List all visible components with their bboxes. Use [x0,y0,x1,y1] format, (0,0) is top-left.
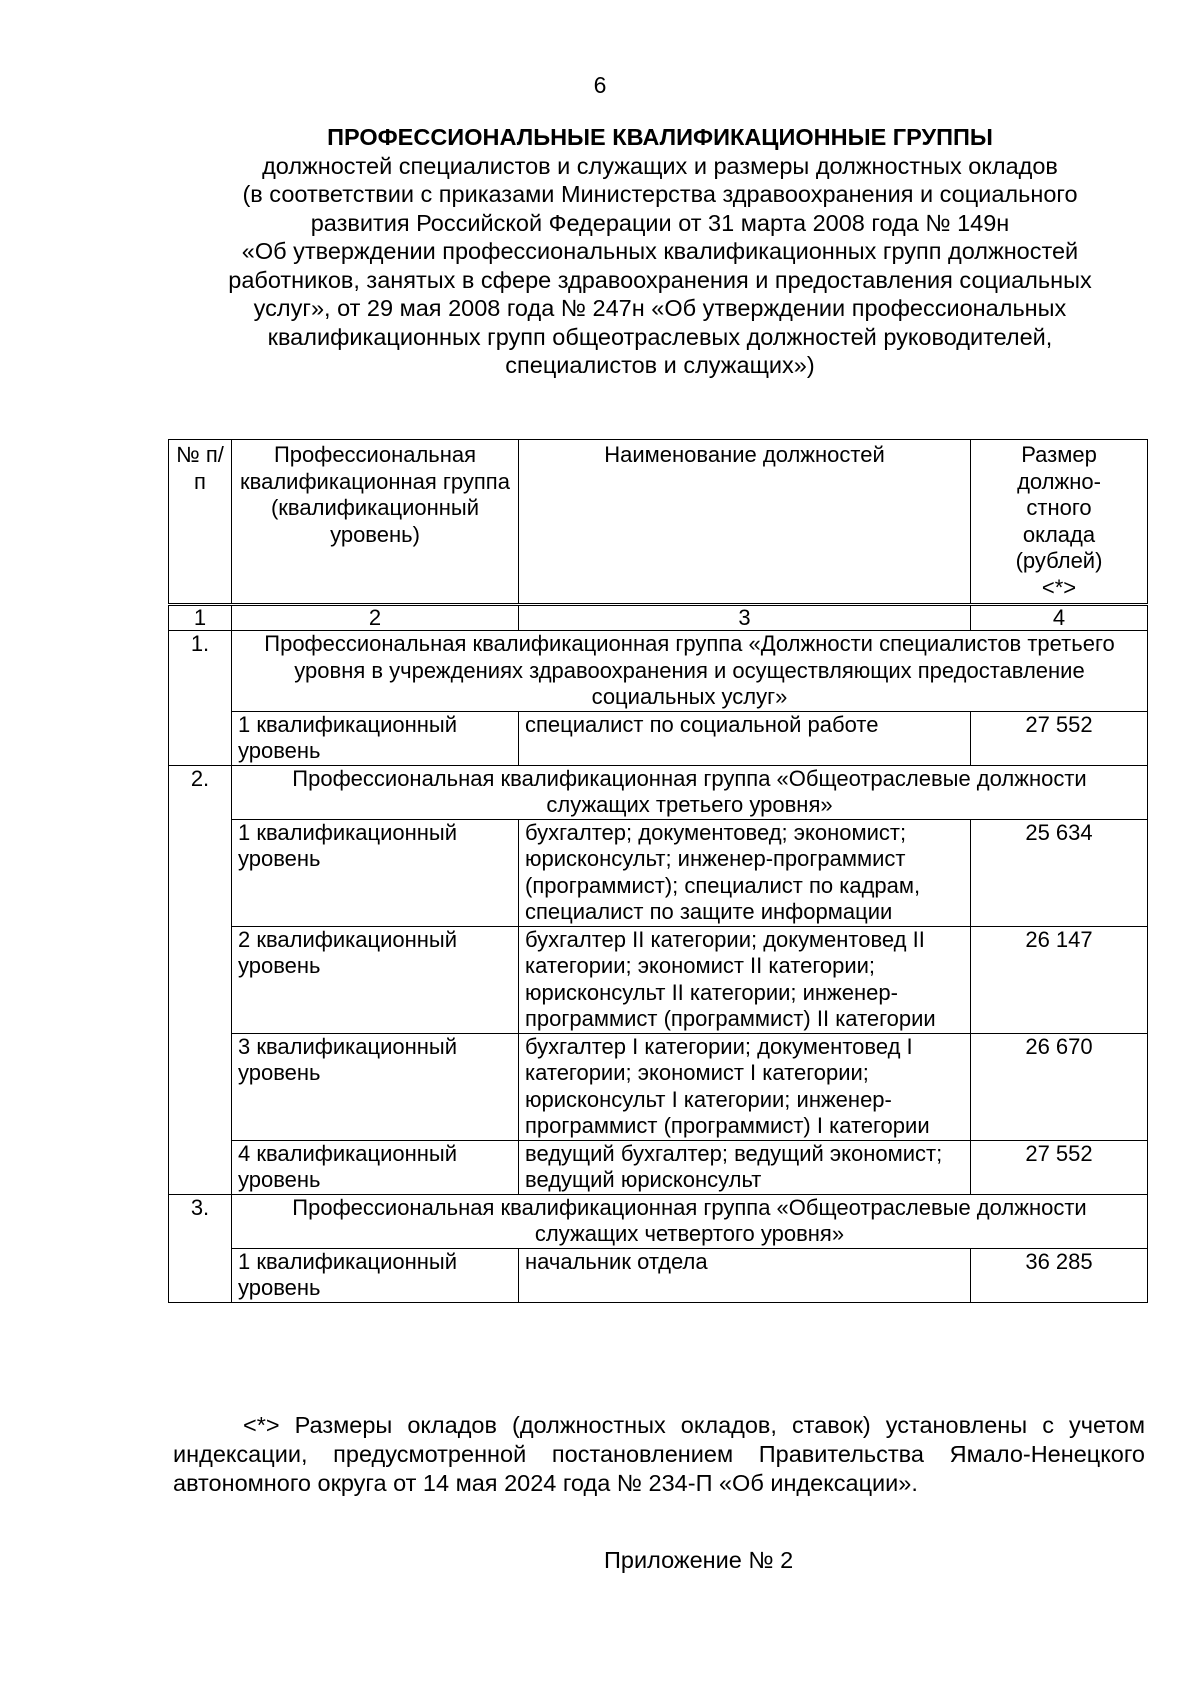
heading-line: (в соответствии с приказами Министерства здравоохранения и социального [242,181,1078,207]
header-positions: Наименование должностей [519,440,971,605]
appendix-label: Приложение № 2 [604,1547,794,1573]
heading-line: развития Российской Федерации от 31 марта 2008 года № 149н [310,209,1010,236]
table-row [169,1033,1148,1140]
qualification-level: 1 квалификационный уровень [232,1248,519,1302]
salary-value: 26 670 [971,1033,1148,1140]
heading-line: «Об утверждении профессиональных квалификационных групп должностей [241,238,1079,264]
qualification-level: 3 квалификационный уровень [232,1033,519,1140]
group-title-row [169,1194,1148,1248]
salary-value: 26 147 [971,926,1148,1033]
group-title-row [169,765,1148,819]
column-number-row [169,605,1148,631]
heading-line: специалистов и служащих») [505,352,815,378]
qualification-level: 2 квалификационный уровень [232,926,519,1033]
table-row [169,1140,1148,1194]
position-names: бухгалтер I категории; документовед I категории; экономист I категории; юрисконсульт I категории; инженер-программист (программист) I категории [519,1033,971,1140]
table-row [169,711,1148,765]
document-heading [160,123,1160,380]
header-num: № п/п [169,440,232,605]
qualification-level: 4 квалификационный уровень [232,1140,519,1194]
table-header-row [169,440,1148,605]
group-index: 2. [169,765,232,1194]
position-names: начальник отдела [519,1248,971,1302]
position-names: бухгалтер; документовед; экономист; юрисконсульт; инженер-программист (программист); специалист по кадрам, специалист по защите информации [519,819,971,926]
position-names: ведущий бухгалтер; ведущий экономист; ведущий юрисконсульт [519,1140,971,1194]
heading-line: квалификационных групп общеотраслевых должностей руководителей, [267,323,1053,350]
header-group: Профессиональная квалификационная группа (квалификационный уровень) [232,440,519,605]
group-index: 3. [169,1194,232,1302]
table-row [169,926,1148,1033]
position-names: специалист по социальной работе [519,711,971,765]
salary-value: 25 634 [971,819,1148,926]
footnote: <*> Размеры окладов (должностных окладов, ставок) установлены с учетом индексации, предусмотренной постановлением Правительства Ямало-Ненецкого автономного округа от 14 мая 2024 года № 234-П «Об индексации». [173,1412,1145,1496]
heading-line: услуг», от 29 мая 2008 года № 247н «Об утверждении профессиональных [253,295,1067,321]
column-number: 1 [169,605,232,631]
qualification-level: 1 квалификационный уровень [232,819,519,926]
table-row [169,1248,1148,1302]
group-title-row [169,631,1148,712]
header-salary: Размер должно-стного оклада (рублей) <*> [971,440,1148,605]
group-title: Профессиональная квалификационная группа «Должности специалистов третьего уровня в учреждениях здравоохранения и осуществляющих предоставление социальных услуг» [232,631,1148,712]
column-number: 3 [519,605,971,631]
page-number: 6 [593,72,607,98]
column-number: 4 [971,605,1148,631]
salary-value: 36 285 [971,1248,1148,1302]
position-names: бухгалтер II категории; документовед II категории; экономист II категории; юрисконсульт II категории; инженер-программист (программист) II категории [519,926,971,1033]
group-title: Профессиональная квалификационная группа «Общеотраслевые должности служащих четвертого уровня» [232,1194,1148,1248]
heading-line: должностей специалистов и служащих и размеры должностных окладов [262,152,1058,179]
heading-line: работников, занятых в сфере здравоохранения и предоставления социальных [228,266,1092,293]
table-row [169,819,1148,926]
group-index: 1. [169,631,232,766]
qualification-table [168,439,1148,1303]
column-number: 2 [232,605,519,631]
heading-title: ПРОФЕССИОНАЛЬНЫЕ КВАЛИФИКАЦИОННЫЕ ГРУППЫ [327,124,993,150]
salary-value: 27 552 [971,1140,1148,1194]
salary-value: 27 552 [971,711,1148,765]
group-title: Профессиональная квалификационная группа «Общеотраслевые должности служащих третьего уровня» [232,765,1148,819]
qualification-level: 1 квалификационный уровень [232,711,519,765]
